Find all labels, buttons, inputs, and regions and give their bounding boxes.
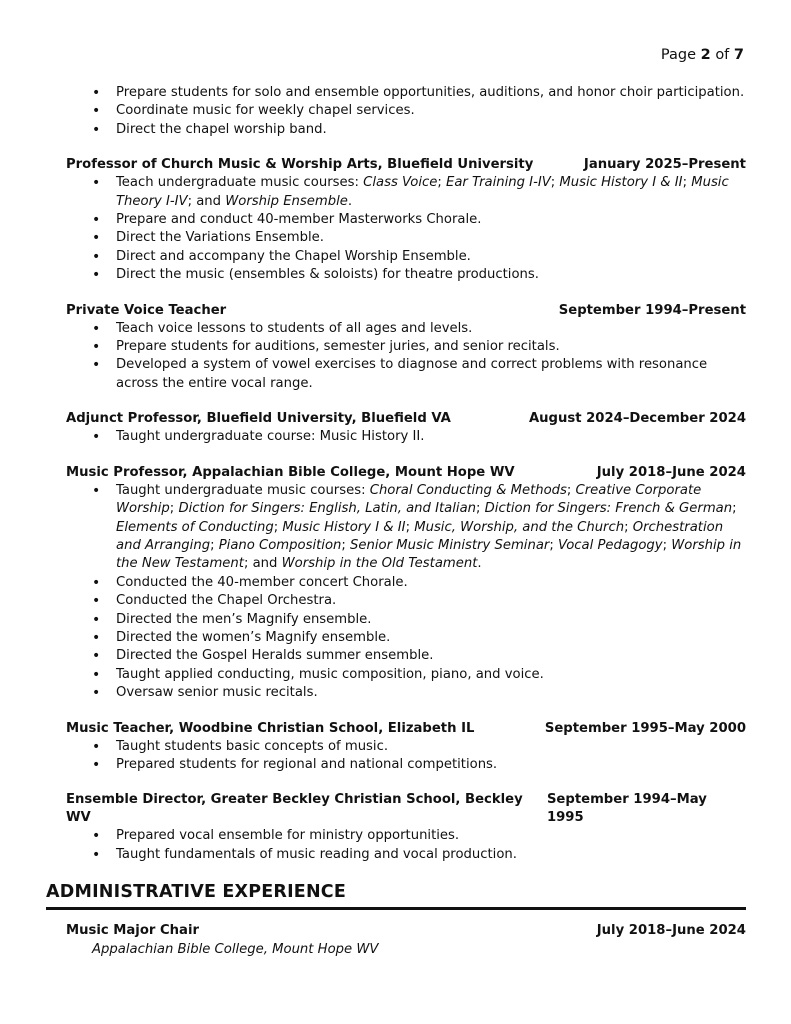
job-header <box>66 302 746 320</box>
bullet-text: ; <box>210 537 219 553</box>
job-entry <box>66 410 746 446</box>
bullet-text: ; <box>624 519 633 535</box>
job-dates: August 2024–December 2024 <box>528 411 746 427</box>
bullet-text: ; <box>550 175 560 191</box>
page-label: Page <box>660 47 696 63</box>
bullet-item <box>66 266 746 284</box>
job-bullets <box>66 482 746 703</box>
bullet-text: ; <box>682 175 692 191</box>
admin-job <box>66 922 746 959</box>
bullet-item <box>66 592 746 610</box>
course-title: Worship in the Old Testament <box>281 556 478 572</box>
bullet-item: • Prepare students for solo and ensemble opportunities, auditions, and honor choir participation. <box>66 84 746 102</box>
bullet-item <box>66 574 746 592</box>
course-title: Ear Training I-IV <box>446 175 551 191</box>
course-title: Music Theory I-IV <box>116 175 729 209</box>
course-title: Music History I & II <box>282 519 406 535</box>
admin-job-org: Appalachian Bible College, Mount Hope WV <box>92 942 379 957</box>
bullet-text: Taught undergraduate course: Music History II. <box>116 429 425 445</box>
admin-job-dates: July 2018–June 2024 <box>596 923 746 938</box>
bullet-text: Prepared students for regional and national competitions. <box>116 756 498 772</box>
bullet-item <box>66 482 746 574</box>
bullet-item <box>66 738 746 756</box>
bullet-text: ; <box>341 537 351 553</box>
job-entry <box>66 464 746 703</box>
bullet-text: ; <box>405 519 415 535</box>
bullet-text: . <box>477 556 482 572</box>
continued-bullets <box>66 84 746 139</box>
job-dates: January 2025–Present <box>583 157 746 173</box>
course-title: Choral Conducting & Methods <box>369 482 567 498</box>
job-header <box>66 791 746 827</box>
job-entry <box>66 791 746 864</box>
job-dates: July 2018–June 2024 <box>596 464 746 480</box>
bullet-item <box>66 647 746 665</box>
course-title: Diction for Singers: English, Latin, and Italian <box>178 501 477 517</box>
course-title: Class Voice <box>363 175 438 191</box>
course-title: Music History I & II <box>559 175 683 191</box>
bullet-text: Directed the men’s Magnify ensemble. <box>116 611 372 627</box>
job-entry <box>66 302 746 394</box>
bullet-item <box>66 629 746 647</box>
job-header <box>66 156 746 174</box>
course-title: Worship in the New Testament <box>116 537 742 572</box>
job-dates: September 1994–May 1995 <box>546 792 707 826</box>
bullet-text: Taught undergraduate music courses: <box>116 482 370 498</box>
page-number <box>661 47 744 63</box>
bullet-text: Direct the music (ensembles & soloists) for theatre productions. <box>116 267 539 283</box>
page-total: 7 <box>733 47 744 63</box>
course-title: Orchestration and Arranging <box>116 519 724 553</box>
course-title: Senior Music Ministry Seminar <box>350 537 550 553</box>
bullet-text: Prepare and conduct 40-member Masterworks Chorale. <box>116 212 482 228</box>
experience-list <box>66 84 746 864</box>
bullet-item <box>66 174 746 211</box>
bullet-item <box>66 356 746 393</box>
bullet-item <box>66 846 746 864</box>
course-title: Diction for Singers: French & German <box>484 501 733 517</box>
bullet-item <box>66 211 746 229</box>
admin-job-title: Music Major Chair <box>66 923 199 938</box>
course-title: Vocal Pedagogy <box>557 537 663 553</box>
job-bullets <box>66 428 746 446</box>
bullet-item <box>66 428 746 446</box>
job-title: Music Professor, Appalachian Bible College, Mount Hope WV <box>66 464 515 480</box>
bullet-text: ; and <box>187 193 226 209</box>
bullet-item: • Direct the chapel worship band. <box>66 121 746 139</box>
bullet-text: ; <box>273 519 283 535</box>
bullet-text: ; and <box>243 556 282 572</box>
jobs-container <box>66 156 746 864</box>
course-title: Elements of Conducting <box>116 519 274 535</box>
job-title: Adjunct Professor, Bluefield University, Bluefield VA <box>66 411 451 427</box>
bullet-text: . <box>347 193 353 209</box>
job-bullets <box>66 174 746 284</box>
bullet-item: • Coordinate music for weekly chapel services. <box>66 102 746 120</box>
bullet-text: Directed the Gospel Heralds summer ensemble. <box>116 648 434 664</box>
job-entry <box>66 156 746 284</box>
bullet-text: ; <box>549 537 558 553</box>
bullet-text: ; <box>566 482 576 498</box>
job-dates: September 1994–Present <box>558 302 746 318</box>
bullet-item <box>66 666 746 684</box>
bullet-text: Direct and accompany the Chapel Worship Ensemble. <box>116 248 471 264</box>
job-title: Private Voice Teacher <box>66 302 227 318</box>
bullet-text: Taught students basic concepts of music. <box>116 738 389 754</box>
page-of: of <box>715 47 730 63</box>
bullet-item <box>66 229 746 247</box>
administrative-section <box>46 880 746 959</box>
course-title: Worship Ensemble <box>225 193 348 209</box>
course-title: Music, Worship, and the Church <box>414 519 625 535</box>
job-title: Music Teacher, Woodbine Christian School, Elizabeth IL <box>66 720 475 736</box>
bullet-text: Teach voice lessons to students of all ages and levels. <box>116 320 473 336</box>
bullet-item <box>66 756 746 774</box>
section-heading: ADMINISTRATIVE EXPERIENCE <box>46 880 746 910</box>
bullet-text: Teach undergraduate music courses: <box>116 175 364 191</box>
job-bullets <box>66 827 746 864</box>
job-entry <box>66 720 746 775</box>
bullet-text: ; <box>476 501 485 517</box>
bullet-item <box>66 611 746 629</box>
bullet-text: Conducted the Chapel Orchestra. <box>116 593 337 609</box>
job-dates: September 1995–May 2000 <box>544 720 746 736</box>
job-bullets <box>66 320 746 394</box>
bullet-text: ; <box>437 175 447 191</box>
bullet-item <box>66 338 746 356</box>
job-title: Ensemble Director, Greater Beckley Christian School, Beckley WV <box>66 792 523 826</box>
job-header <box>66 464 746 482</box>
bullet-text: Taught applied conducting, music composition, piano, and voice. <box>116 666 544 682</box>
bullet-text: ; <box>732 501 737 517</box>
bullet-text: Developed a system of vowel exercises to diagnose and correct problems with resonance across the entire vocal range. <box>116 357 708 391</box>
bullet-text: Prepared vocal ensemble for ministry opportunities. <box>116 828 460 844</box>
bullet-text: ; <box>169 501 179 517</box>
bullet-text: Prepare students for auditions, semester juries, and senior recitals. <box>116 339 560 355</box>
bullet-text: Taught fundamentals of music reading and vocal production. <box>116 846 517 862</box>
bullet-text: Direct the Variations Ensemble. <box>116 230 324 246</box>
page-current: 2 <box>700 47 711 63</box>
job-bullets <box>66 738 746 775</box>
bullet-text: ; <box>662 537 672 553</box>
bullet-item <box>66 684 746 702</box>
job-header <box>66 720 746 738</box>
admin-job-header <box>66 922 746 940</box>
bullet-text: Conducted the 40-member concert Chorale. <box>116 574 408 590</box>
job-title: Professor of Church Music & Worship Arts, Bluefield University <box>66 157 534 173</box>
bullet-item <box>66 248 746 266</box>
bullet-text: Oversaw senior music recitals. <box>116 685 318 701</box>
course-title: Creative Corporate Worship <box>116 482 702 517</box>
job-header <box>66 410 746 428</box>
bullet-item <box>66 827 746 845</box>
course-title: Piano Composition <box>218 537 342 553</box>
bullet-text: Directed the women’s Magnify ensemble. <box>116 629 391 645</box>
bullet-item <box>66 320 746 338</box>
